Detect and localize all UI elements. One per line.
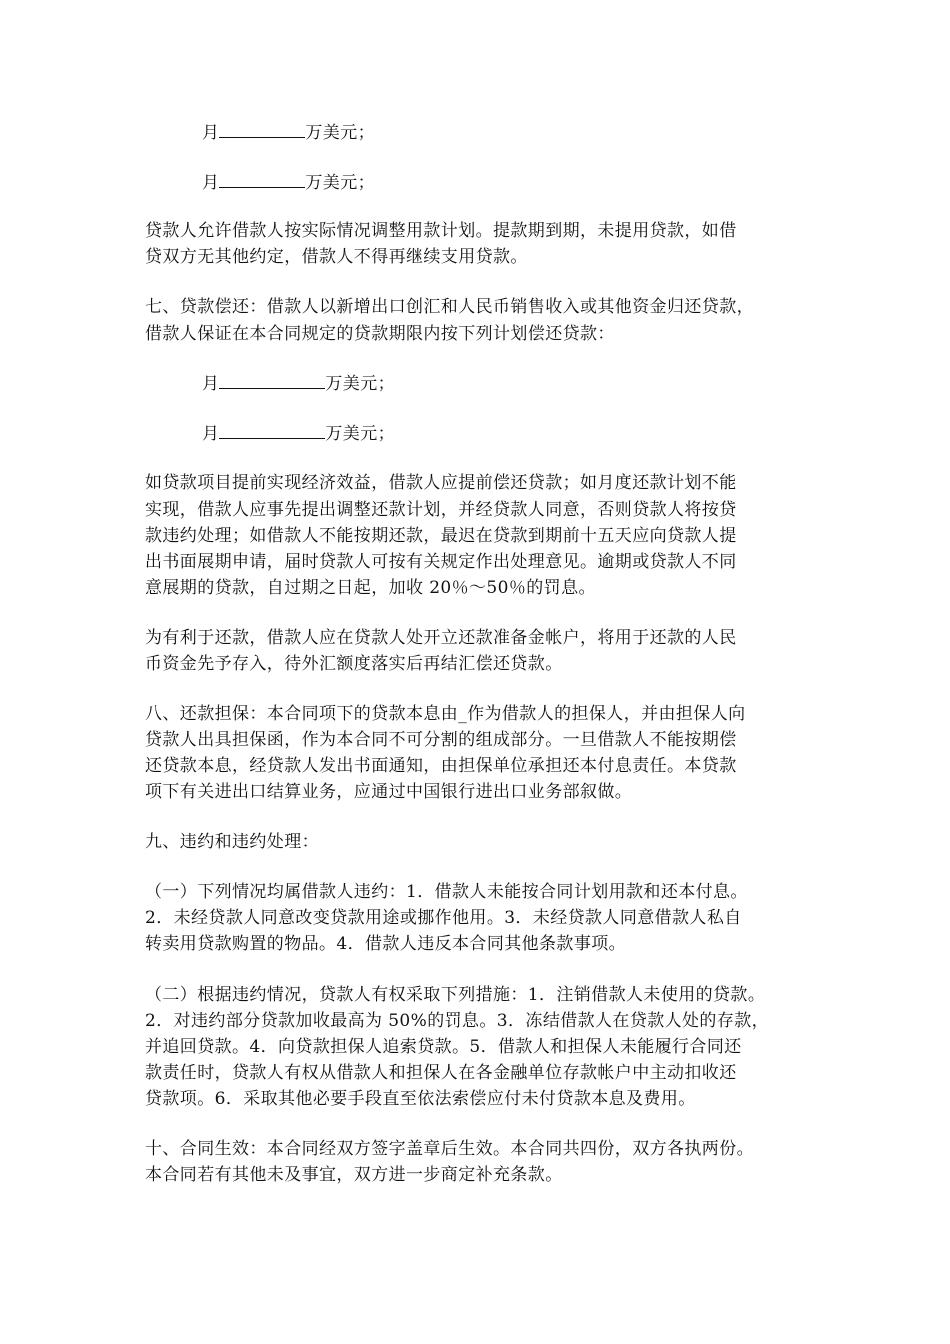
amount-unit: 万美元； <box>305 123 376 143</box>
paragraph-line: 为有利于还款，借款人应在贷款人处开立还款准备金帐户，将用于还款的人民 <box>145 628 737 648</box>
paragraph-line: 贷款人允许借款人按实际情况调整用款计划。提款期到期，未提用贷款，如借 <box>145 221 737 241</box>
section-9-1-line: 2．未经贷款人同意改变贷款用途或挪作他用。3．未经贷款人同意借款人私自 <box>145 908 742 928</box>
section-9-1-line: 转卖用贷款购置的物品。4．借款人违反本合同其他条款事项。 <box>145 934 627 954</box>
paragraph-line: 币资金先予存入，待外汇额度落实后再结汇偿还贷款。 <box>145 654 563 674</box>
section-9-2-line: 款责任时，贷款人有权从借款人和担保人在各金融单位存款帐户中主动扣收还 <box>145 1063 737 1083</box>
section-9-2-line: （二）根据违约情况，贷款人有权采取下列措施：1．注销借款人未使用的贷款。 <box>145 985 766 1005</box>
amount-unit: 万美元； <box>325 374 396 394</box>
section-8-line: 八、还款担保：本合同项下的贷款本息由_作为借款人的担保人，并由担保人向 <box>145 704 746 724</box>
month-label: 月 <box>202 123 220 143</box>
schedule2-row2 <box>202 420 395 447</box>
section-10-line: 十、合同生效：本合同经双方签字盖章后生效。本合同共四份，双方各执两份。 <box>145 1139 754 1159</box>
fill-in-blank[interactable] <box>219 169 305 188</box>
section-7-line: 借款人保证在本合同规定的贷款期限内按下列计划偿还贷款： <box>145 324 615 344</box>
section-8-line: 项下有关进出口结算业务，应通过中国银行进出口业务部叙做。 <box>145 782 633 802</box>
paragraph-line: 贷双方无其他约定，借款人不得再继续支用贷款。 <box>145 247 528 267</box>
schedule1-row1 <box>202 119 375 146</box>
section-9-2-line: 贷款项。6．采取其他必要手段直至依法索偿应付未付贷款本息及费用。 <box>145 1089 696 1109</box>
section-9-1-line: （一）下列情况均属借款人违约：1．借款人未能按合同计划用款和还本付息。 <box>145 882 748 902</box>
fill-in-blank[interactable] <box>219 119 305 138</box>
section-8-line: 贷款人出具担保函，作为本合同不可分割的组成部分。一旦借款人不能按期偿 <box>145 730 737 750</box>
month-label: 月 <box>202 424 220 444</box>
schedule1-row2 <box>202 169 375 196</box>
fill-in-blank[interactable] <box>219 370 325 389</box>
paragraph-line: 意展期的贷款，自过期之日起，加收 20％～50％的罚息。 <box>145 578 596 598</box>
paragraph-line: 款违约处理；如借款人不能按期还款，最迟在贷款到期前十五天应向贷款人提 <box>145 526 737 546</box>
month-label: 月 <box>202 374 220 394</box>
schedule2-row1 <box>202 370 395 397</box>
month-label: 月 <box>202 173 220 193</box>
paragraph-line: 如贷款项目提前实现经济效益，借款人应提前偿还贷款；如月度还款计划不能 <box>145 473 737 493</box>
fill-in-blank[interactable] <box>219 420 325 439</box>
section-9-2-line: 2．对违约部分贷款加收最高为 50%的罚息。3．冻结借款人在贷款人处的存款， <box>145 1011 770 1031</box>
section-9-title: 九、违约和违约处理： <box>145 832 319 852</box>
amount-unit: 万美元； <box>305 173 376 193</box>
section-10-line: 本合同若有其他未及事宜，双方进一步商定补充条款。 <box>145 1165 563 1185</box>
paragraph-line: 实现，借款人应事先提出调整还款计划，并经贷款人同意，否则贷款人将按贷 <box>145 500 737 520</box>
amount-unit: 万美元； <box>325 424 396 444</box>
section-8-line: 还贷款本息，经贷款人发出书面通知，由担保单位承担还本付息责任。本贷款 <box>145 756 737 776</box>
section-7-line: 七、贷款偿还：借款人以新增出口创汇和人民币销售收入或其他资金归还贷款， <box>145 297 754 317</box>
paragraph-line: 出书面展期申请，届时贷款人可按有关规定作出处理意见。逾期或贷款人不同 <box>145 552 737 572</box>
section-9-2-line: 并追回贷款。4．向贷款担保人追索贷款。5．借款人和担保人未能履行合同还 <box>145 1037 742 1057</box>
